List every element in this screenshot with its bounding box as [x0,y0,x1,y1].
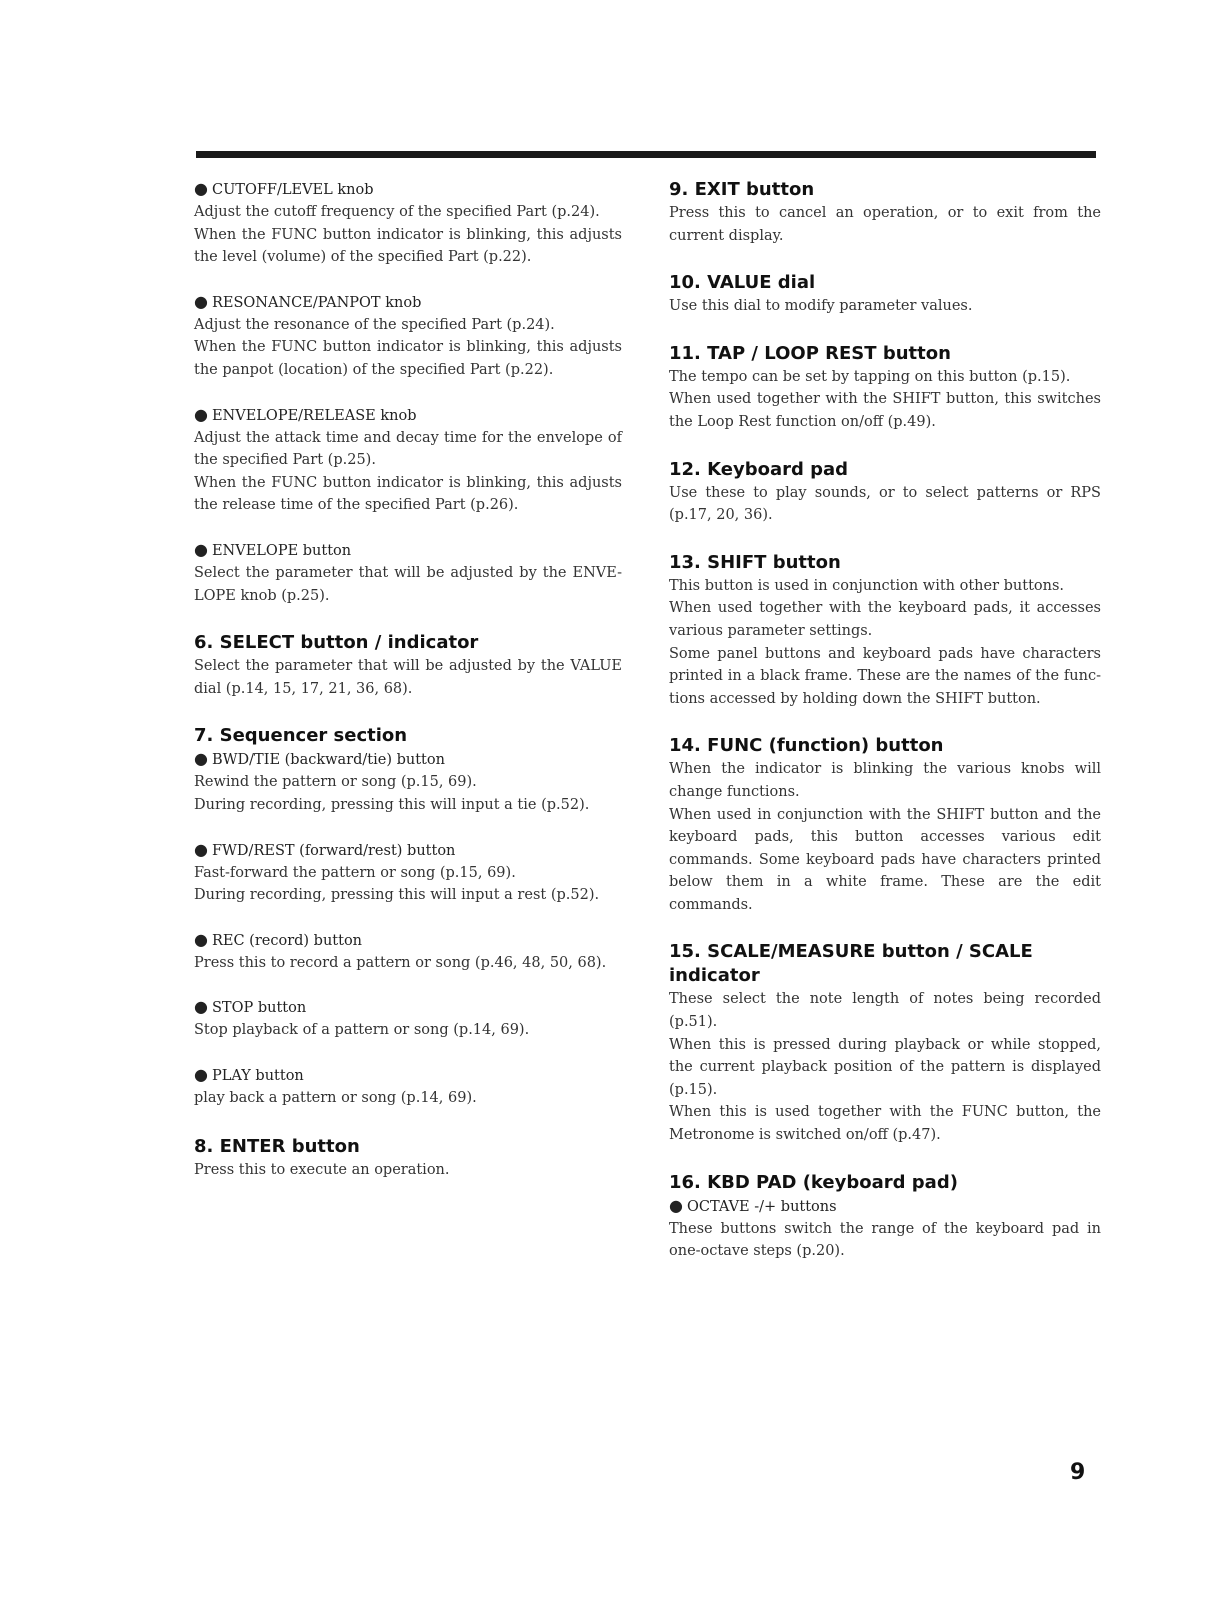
subsection-title [194,929,622,952]
subsection-title-text: RESONANCE/PANPOT knob [211,294,422,311]
subsection [669,1195,1101,1263]
subsection-title [194,539,622,562]
bullet-icon: ● [194,749,208,769]
body-text: Some panel buttons and keyboard pads have characters printed in a black frame. These are the names of the func-tions accessed by holding down the SHIFT button. [669,645,1101,707]
bullet-icon: ● [194,997,208,1017]
body-text: Adjust the cutoff frequency of the specified Part (p.24). [194,204,600,220]
body-text: When the FUNC button indicator is blinking, this adjusts the level (volume) of the specified Part (p.22). [194,226,622,266]
subsection-title-text: BWD/TIE (backward/tie) button [211,752,445,769]
subsection-title-text: STOP button [211,1000,307,1017]
body-text: During recording, pressing this will input a rest (p.52). [194,887,600,904]
section [669,271,1101,318]
section [194,1135,622,1182]
body-text: Select the parameter that will be adjusted by the VALUE dial (p.14, 15, 17, 21, 36, 68). [194,658,622,697]
body-text: Press this to cancel an operation, or to exit from the current display. [669,205,1101,244]
section [669,342,1101,434]
subsection-title-text: FWD/REST (forward/rest) button [211,842,456,859]
body-text: These select the note length of notes being recorded (p.51). [669,991,1101,1031]
body-text: Use these to play sounds, or to select patterns or RPS (p.17, 20, 36). [669,484,1101,524]
section-heading: 16. KBD PAD (keyboard pad) [669,1171,958,1193]
body-text: When this is pressed during playback or while stopped, the current playback position of the pattern is displayed (p.15). [669,1036,1101,1098]
body-text: When used in conjunction with the SHIFT button and the keyboard pads, this button accesses various edit commands. Some keyboard pads have characters printed below them in a white frame. These are the edit commands. [669,806,1101,913]
section [194,724,622,748]
bullet-icon: ● [194,1064,208,1084]
subsection-title-text: ENVELOPE/RELEASE knob [211,407,417,424]
left-column [194,178,622,1182]
body-text: When this is used together with the FUNC button, the Metronome is switched on/off (p.47). [669,1104,1101,1144]
subsection-title [194,404,622,427]
body-text: Rewind the pattern or song (p.15, 69). [194,774,477,791]
section-heading: 7. Sequencer section [194,725,408,747]
body-text: play back a pattern or song (p.14, 69). [194,1089,477,1106]
body-text: Adjust the resonance of the specified Part (p.24). [194,316,555,333]
header-rule [196,151,1096,158]
section-heading: 8. ENTER button [194,1136,360,1158]
subsection-title-text: OCTAVE -/+ buttons [686,1198,837,1215]
body-text: When used together with the keyboard pads, it accesses various parameter settings. [669,600,1101,639]
section-heading: 12. Keyboard pad [669,458,849,480]
subsection-title [194,1064,622,1087]
subsection [194,839,622,907]
subsection-title-text: PLAY button [211,1067,304,1084]
body-text: Press this to record a pattern or song (p.46, 48, 50, 68). [194,954,607,971]
subsection [194,1064,622,1110]
body-text: During recording, pressing this will input a tie (p.52). [194,796,590,813]
body-text: Adjust the attack time and decay time for the envelope of the specified Part (p.25). [194,429,622,469]
section-heading: 13. SHIFT button [669,551,841,573]
subsection [194,178,622,269]
body-text: When the FUNC button indicator is blinking, this adjusts the release time of the specified Part (p.26). [194,474,622,514]
section [669,178,1101,247]
subsection [194,996,622,1042]
subsection [194,539,622,607]
body-text: This button is used in conjunction with other buttons. [669,577,1065,594]
body-text: Stop playback of a pattern or song (p.14, 69). [194,1022,530,1039]
page-number: 9 [1070,1460,1086,1485]
subsection [194,929,622,975]
section [669,734,1101,916]
subsection-title [194,291,622,314]
section-heading: 10. VALUE dial [669,272,816,294]
bullet-icon: ● [194,404,208,424]
bullet-icon: ● [194,929,208,949]
bullet-icon: ● [194,179,208,198]
section-heading: 15. SCALE/MEASURE button / SCALE indicator [669,941,1033,987]
body-text: The tempo can be set by tapping on this button (p.15). [669,368,1071,385]
subsection [194,748,622,816]
subsection [194,404,622,517]
body-text: When the FUNC button indicator is blinking, this adjusts the panpot (location) of the specified Part (p.22). [194,339,622,378]
bullet-icon: ● [194,539,208,559]
body-text: Select the parameter that will be adjusted by the ENVE-LOPE knob (p.25). [194,564,622,604]
section [669,1171,1101,1195]
section [194,631,622,700]
subsection-title [669,1195,1101,1218]
body-text: Use this dial to modify parameter values. [669,298,973,315]
body-text: When used together with the SHIFT button, this switches the Loop Rest function on/off (p.49). [669,391,1101,430]
section-heading: 6. SELECT button / indicator [194,632,479,654]
subsection-title-text: REC (record) button [211,932,363,949]
section-heading: 11. TAP / LOOP REST button [669,342,951,364]
body-text: These buttons switch the range of the keyboard pad in one-octave steps (p.20). [669,1220,1101,1260]
subsection [194,291,622,382]
body-text: When the indicator is blinking the various knobs will change functions. [669,761,1101,800]
right-column [669,178,1101,1263]
bullet-icon: ● [669,1195,683,1215]
bullet-icon: ● [194,839,208,859]
body-text: Fast-forward the pattern or song (p.15, 69). [194,864,516,881]
section [669,940,1101,1146]
subsection-title-text: CUTOFF/LEVEL knob [211,182,374,198]
body-text: Press this to execute an operation. [194,1162,450,1179]
subsection-title [194,178,622,201]
subsection-title-text: ENVELOPE button [211,542,352,559]
subsection-title [194,748,622,771]
subsection-title [194,839,622,862]
section [669,458,1101,527]
subsection-title [194,996,622,1019]
section-heading: 14. FUNC (function) button [669,735,944,757]
section [669,551,1101,711]
bullet-icon: ● [194,291,208,311]
section-heading: 9. EXIT button [669,179,815,200]
